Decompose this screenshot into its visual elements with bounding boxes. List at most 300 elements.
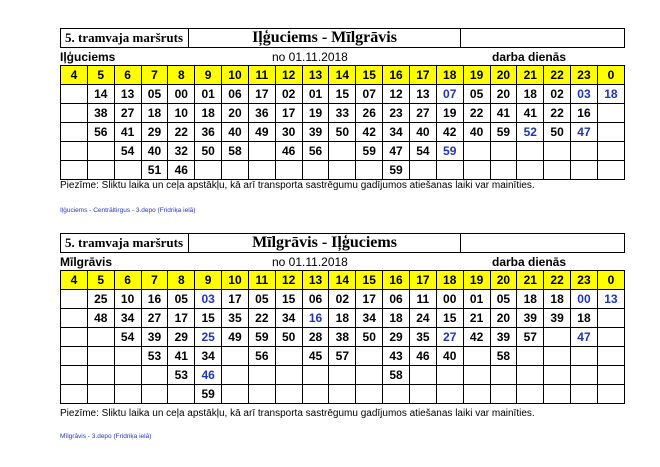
- minute-cell: [222, 161, 249, 180]
- minute-cell: 39: [141, 328, 168, 347]
- minute-cell: 41: [490, 104, 517, 123]
- minute-cell: [302, 366, 329, 385]
- minute-cell: 22: [463, 104, 490, 123]
- minute-cell: [61, 328, 88, 347]
- minute-cell: 58: [383, 366, 410, 385]
- hour-cell: 7: [141, 66, 168, 85]
- minute-cell: 10: [168, 104, 195, 123]
- minute-cell: [356, 366, 383, 385]
- minute-cell: 59: [248, 328, 275, 347]
- minute-cell: [275, 161, 302, 180]
- minute-cell: 34: [195, 347, 222, 366]
- minute-cell: 59: [490, 123, 517, 142]
- minute-cell: 02: [275, 85, 302, 104]
- minute-cell: 00: [571, 290, 598, 309]
- minute-cell: 13: [597, 290, 624, 309]
- minute-cell: 50: [195, 142, 222, 161]
- hour-cell: 9: [195, 66, 222, 85]
- minute-cell: 06: [302, 290, 329, 309]
- minute-cell: [571, 385, 598, 404]
- minute-cell: 28: [302, 328, 329, 347]
- minute-cell: 20: [490, 309, 517, 328]
- note-text: Piezīme: Sliktu laika un ceļa apstākļu, kā arī transporta sastrēgumu gadījumos atiešanas laiki var mainīties.: [60, 180, 535, 191]
- stop-name: Iļģuciems: [60, 50, 116, 64]
- hour-cell: 17: [409, 271, 436, 290]
- minute-cell: 34: [383, 123, 410, 142]
- minute-cell: [544, 161, 571, 180]
- minute-cell: 43: [383, 347, 410, 366]
- minute-cell: 20: [490, 85, 517, 104]
- direction-title: Mīlgrāvis - Iļģuciems: [189, 234, 461, 252]
- hour-cell: 18: [436, 271, 463, 290]
- minute-cell: 45: [302, 347, 329, 366]
- minute-cell: 46: [195, 366, 222, 385]
- minute-cell: 18: [195, 104, 222, 123]
- minute-cell: 59: [356, 142, 383, 161]
- valid-from: no 01.11.2018: [272, 255, 348, 269]
- minute-cell: 56: [248, 347, 275, 366]
- minute-cell: 20: [222, 104, 249, 123]
- hour-cell: 20: [490, 271, 517, 290]
- minute-cell: 27: [141, 309, 168, 328]
- minute-cell: [409, 385, 436, 404]
- route-label: 5. tramvaja maršruts: [61, 29, 189, 47]
- minute-cell: 11: [409, 290, 436, 309]
- minute-cell: [356, 385, 383, 404]
- hour-cell: 23: [571, 271, 598, 290]
- hour-cell: 16: [383, 66, 410, 85]
- hour-cell: 9: [195, 271, 222, 290]
- minute-cell: [544, 366, 571, 385]
- minute-cell: 29: [141, 123, 168, 142]
- minute-cell: 12: [383, 85, 410, 104]
- minute-cell: 18: [383, 309, 410, 328]
- minute-cell: 01: [463, 290, 490, 309]
- minute-cell: 34: [356, 309, 383, 328]
- hour-cell: 6: [114, 66, 141, 85]
- minute-cell: [356, 347, 383, 366]
- minute-cell: [597, 309, 624, 328]
- minute-cell: 26: [356, 104, 383, 123]
- minute-cell: 15: [436, 309, 463, 328]
- minute-cell: 06: [222, 85, 249, 104]
- hour-cell: 14: [329, 66, 356, 85]
- minute-cell: [490, 366, 517, 385]
- minute-cell: [597, 123, 624, 142]
- hour-cell: 20: [490, 66, 517, 85]
- minute-cell: 18: [517, 290, 544, 309]
- minute-cell: [517, 347, 544, 366]
- departure-table: [60, 65, 625, 180]
- day-type: darba dienās: [492, 50, 567, 64]
- minute-cell: 59: [195, 385, 222, 404]
- minute-cell: 16: [141, 290, 168, 309]
- minute-cell: 47: [571, 328, 598, 347]
- minute-cell: 38: [329, 328, 356, 347]
- minute-cell: 50: [356, 328, 383, 347]
- minute-cell: 40: [222, 123, 249, 142]
- minute-cell: [61, 161, 88, 180]
- minute-row: [61, 104, 625, 123]
- minute-cell: [114, 347, 141, 366]
- minute-cell: [61, 142, 88, 161]
- minute-row: [61, 123, 625, 142]
- minute-cell: 18: [597, 85, 624, 104]
- timetable-header: [60, 28, 625, 48]
- minute-cell: 34: [114, 309, 141, 328]
- minute-cell: 05: [248, 290, 275, 309]
- minute-cell: 32: [168, 142, 195, 161]
- minute-cell: [571, 366, 598, 385]
- minute-cell: [87, 142, 114, 161]
- minute-cell: 17: [356, 290, 383, 309]
- minute-cell: [222, 366, 249, 385]
- hour-cell: 8: [168, 271, 195, 290]
- minute-row: [61, 161, 625, 180]
- minute-cell: 22: [248, 309, 275, 328]
- minute-cell: [463, 347, 490, 366]
- route-label: 5. tramvaja maršruts: [61, 234, 189, 252]
- timetable-header: [60, 233, 625, 253]
- hour-cell: 0: [597, 66, 624, 85]
- minute-cell: [141, 366, 168, 385]
- hour-cell: 8: [168, 66, 195, 85]
- minute-cell: [544, 142, 571, 161]
- minute-cell: [436, 385, 463, 404]
- hour-cell: 23: [571, 66, 598, 85]
- minute-cell: [544, 385, 571, 404]
- minute-cell: 23: [383, 104, 410, 123]
- minute-cell: 58: [222, 142, 249, 161]
- minute-cell: [114, 366, 141, 385]
- minute-cell: 17: [222, 290, 249, 309]
- minute-cell: [463, 161, 490, 180]
- note-text: Piezīme: Sliktu laika un ceļa apstākļu, kā arī transporta sastrēgumu gadījumos atiešanas laiki var mainīties.: [60, 408, 535, 419]
- minute-cell: [490, 161, 517, 180]
- minute-cell: 05: [490, 290, 517, 309]
- minute-cell: 19: [302, 104, 329, 123]
- minute-cell: 35: [409, 328, 436, 347]
- minute-cell: [87, 328, 114, 347]
- hour-cell: 19: [463, 271, 490, 290]
- hour-cell: 5: [87, 66, 114, 85]
- minute-cell: [61, 385, 88, 404]
- minute-cell: 18: [571, 309, 598, 328]
- minute-cell: 42: [436, 123, 463, 142]
- direction-title: Iļģuciems - Mīlgrāvis: [189, 29, 461, 47]
- timetable-milgravis: [60, 233, 625, 404]
- minute-cell: [571, 142, 598, 161]
- route-path: Iļģuciems - Centrāltirgus - 3.depo (Fridriķa ielā): [60, 207, 196, 214]
- hour-cell: 16: [383, 271, 410, 290]
- minute-cell: [302, 161, 329, 180]
- minute-cell: [517, 385, 544, 404]
- minute-cell: 46: [409, 347, 436, 366]
- minute-cell: 39: [517, 309, 544, 328]
- minute-cell: 51: [141, 161, 168, 180]
- minute-cell: 25: [87, 290, 114, 309]
- minute-cell: 10: [114, 290, 141, 309]
- minute-cell: [222, 347, 249, 366]
- hour-cell: 12: [275, 66, 302, 85]
- header-blank-cell: [461, 29, 624, 47]
- day-type: darba dienās: [492, 255, 567, 269]
- minute-cell: [248, 161, 275, 180]
- minute-row: [61, 309, 625, 328]
- minute-cell: [356, 161, 383, 180]
- minute-cell: 15: [275, 290, 302, 309]
- minute-cell: 27: [114, 104, 141, 123]
- minute-cell: 42: [463, 328, 490, 347]
- minute-cell: 13: [409, 85, 436, 104]
- minute-cell: 39: [490, 328, 517, 347]
- minute-cell: 50: [329, 123, 356, 142]
- minute-cell: 53: [141, 347, 168, 366]
- minute-cell: 18: [329, 309, 356, 328]
- minute-cell: 57: [517, 328, 544, 347]
- minute-cell: 39: [544, 309, 571, 328]
- minute-cell: 02: [544, 85, 571, 104]
- hour-cell: 15: [356, 66, 383, 85]
- minute-cell: 29: [168, 328, 195, 347]
- minute-cell: 50: [544, 123, 571, 142]
- minute-cell: 49: [222, 328, 249, 347]
- minute-cell: 03: [195, 290, 222, 309]
- minute-cell: [329, 366, 356, 385]
- minute-cell: 17: [248, 85, 275, 104]
- minute-cell: 01: [195, 85, 222, 104]
- minute-cell: 25: [195, 328, 222, 347]
- minute-cell: 41: [114, 123, 141, 142]
- minute-cell: 29: [383, 328, 410, 347]
- minute-cell: [61, 290, 88, 309]
- minute-cell: [597, 142, 624, 161]
- minute-cell: [329, 142, 356, 161]
- minute-cell: 16: [302, 309, 329, 328]
- minute-cell: 00: [168, 85, 195, 104]
- hour-cell: 22: [544, 271, 571, 290]
- hour-cell: 13: [302, 66, 329, 85]
- header-blank-cell: [461, 234, 624, 252]
- minute-cell: 02: [329, 290, 356, 309]
- route-path: Mīlgrāvis - 3.depo (Fridriķa ielā): [60, 433, 152, 440]
- hour-cell: 5: [87, 271, 114, 290]
- minute-cell: 39: [302, 123, 329, 142]
- minute-cell: 13: [114, 85, 141, 104]
- minute-cell: 00: [436, 290, 463, 309]
- minute-cell: [571, 347, 598, 366]
- minute-cell: [114, 385, 141, 404]
- minute-cell: 40: [141, 142, 168, 161]
- hour-cell: 4: [61, 66, 88, 85]
- hour-cell: 21: [517, 271, 544, 290]
- minute-cell: [597, 347, 624, 366]
- minute-cell: 17: [168, 309, 195, 328]
- minute-cell: [87, 347, 114, 366]
- minute-cell: [87, 385, 114, 404]
- minute-cell: 59: [383, 161, 410, 180]
- minute-cell: [436, 366, 463, 385]
- hour-cell: 10: [222, 271, 249, 290]
- hour-cell: 17: [409, 66, 436, 85]
- hour-cell: 11: [248, 271, 275, 290]
- minute-cell: [248, 385, 275, 404]
- minute-cell: [597, 366, 624, 385]
- minute-cell: 19: [436, 104, 463, 123]
- minute-cell: [544, 328, 571, 347]
- minute-cell: 56: [87, 123, 114, 142]
- minute-cell: [195, 161, 222, 180]
- minute-row: [61, 85, 625, 104]
- minute-cell: 01: [302, 85, 329, 104]
- minute-cell: 46: [275, 142, 302, 161]
- minute-cell: [329, 161, 356, 180]
- valid-from: no 01.11.2018: [272, 50, 348, 64]
- minute-cell: 24: [409, 309, 436, 328]
- minute-cell: [61, 85, 88, 104]
- minute-cell: 22: [168, 123, 195, 142]
- minute-cell: 38: [87, 104, 114, 123]
- minute-row: [61, 366, 625, 385]
- minute-cell: 33: [329, 104, 356, 123]
- minute-cell: [463, 142, 490, 161]
- minute-cell: 53: [168, 366, 195, 385]
- minute-cell: [517, 142, 544, 161]
- minute-cell: 27: [409, 104, 436, 123]
- minute-cell: [275, 347, 302, 366]
- minute-cell: [597, 104, 624, 123]
- hour-cell: 0: [597, 271, 624, 290]
- minute-cell: [517, 366, 544, 385]
- minute-cell: [222, 385, 249, 404]
- minute-cell: 06: [383, 290, 410, 309]
- minute-cell: 05: [168, 290, 195, 309]
- hour-cell: 14: [329, 271, 356, 290]
- minute-cell: [597, 385, 624, 404]
- minute-cell: [329, 385, 356, 404]
- minute-cell: [61, 123, 88, 142]
- minute-cell: [383, 385, 410, 404]
- hour-row: [61, 66, 625, 85]
- hour-cell: 4: [61, 271, 88, 290]
- minute-cell: 36: [195, 123, 222, 142]
- minute-cell: [275, 385, 302, 404]
- minute-cell: 47: [571, 123, 598, 142]
- minute-cell: 03: [571, 85, 598, 104]
- minute-cell: 56: [302, 142, 329, 161]
- minute-cell: 40: [409, 123, 436, 142]
- minute-cell: [248, 142, 275, 161]
- hour-cell: 13: [302, 271, 329, 290]
- hour-row: [61, 271, 625, 290]
- minute-cell: [61, 104, 88, 123]
- hour-cell: 7: [141, 271, 168, 290]
- hour-cell: 11: [248, 66, 275, 85]
- minute-cell: 07: [356, 85, 383, 104]
- minute-cell: 21: [463, 309, 490, 328]
- minute-cell: 41: [168, 347, 195, 366]
- hour-cell: 22: [544, 66, 571, 85]
- minute-cell: [597, 161, 624, 180]
- minute-cell: 18: [544, 290, 571, 309]
- minute-cell: 05: [141, 85, 168, 104]
- minute-cell: 49: [248, 123, 275, 142]
- minute-cell: 59: [436, 142, 463, 161]
- hour-cell: 6: [114, 271, 141, 290]
- minute-cell: 52: [517, 123, 544, 142]
- minute-cell: 27: [436, 328, 463, 347]
- minute-row: [61, 290, 625, 309]
- minute-cell: 34: [275, 309, 302, 328]
- minute-cell: 05: [463, 85, 490, 104]
- minute-cell: 54: [114, 142, 141, 161]
- minute-cell: 18: [141, 104, 168, 123]
- minute-cell: 17: [275, 104, 302, 123]
- minute-cell: 41: [517, 104, 544, 123]
- minute-cell: [141, 385, 168, 404]
- minute-cell: 50: [275, 328, 302, 347]
- minute-cell: 15: [329, 85, 356, 104]
- minute-cell: [168, 385, 195, 404]
- minute-cell: [409, 366, 436, 385]
- timetable-subheader: [60, 253, 625, 270]
- departure-table: [60, 270, 625, 404]
- minute-cell: [302, 385, 329, 404]
- minute-cell: 57: [329, 347, 356, 366]
- minute-cell: 48: [87, 309, 114, 328]
- hour-cell: 15: [356, 271, 383, 290]
- minute-cell: [114, 161, 141, 180]
- minute-cell: 30: [275, 123, 302, 142]
- minute-cell: [248, 366, 275, 385]
- minute-row: [61, 347, 625, 366]
- minute-cell: 42: [356, 123, 383, 142]
- minute-cell: [490, 385, 517, 404]
- timetable-subheader: [60, 48, 625, 65]
- minute-cell: 36: [248, 104, 275, 123]
- minute-cell: [436, 161, 463, 180]
- timetable-ilguciems: [60, 28, 625, 180]
- hour-cell: 18: [436, 66, 463, 85]
- minute-cell: [463, 366, 490, 385]
- minute-cell: [61, 347, 88, 366]
- minute-cell: 54: [114, 328, 141, 347]
- minute-cell: [571, 161, 598, 180]
- minute-cell: 47: [383, 142, 410, 161]
- minute-row: [61, 328, 625, 347]
- minute-cell: 40: [463, 123, 490, 142]
- hour-cell: 10: [222, 66, 249, 85]
- minute-cell: [463, 385, 490, 404]
- minute-cell: 22: [544, 104, 571, 123]
- minute-cell: 54: [409, 142, 436, 161]
- minute-cell: [87, 366, 114, 385]
- minute-row: [61, 142, 625, 161]
- minute-cell: [409, 161, 436, 180]
- minute-cell: [61, 309, 88, 328]
- minute-row: [61, 385, 625, 404]
- minute-cell: [61, 366, 88, 385]
- minute-cell: 16: [571, 104, 598, 123]
- minute-cell: 46: [168, 161, 195, 180]
- hour-cell: 21: [517, 66, 544, 85]
- minute-cell: 07: [436, 85, 463, 104]
- minute-cell: [87, 161, 114, 180]
- hour-cell: 19: [463, 66, 490, 85]
- minute-cell: 40: [436, 347, 463, 366]
- hour-cell: 12: [275, 271, 302, 290]
- minute-cell: 14: [87, 85, 114, 104]
